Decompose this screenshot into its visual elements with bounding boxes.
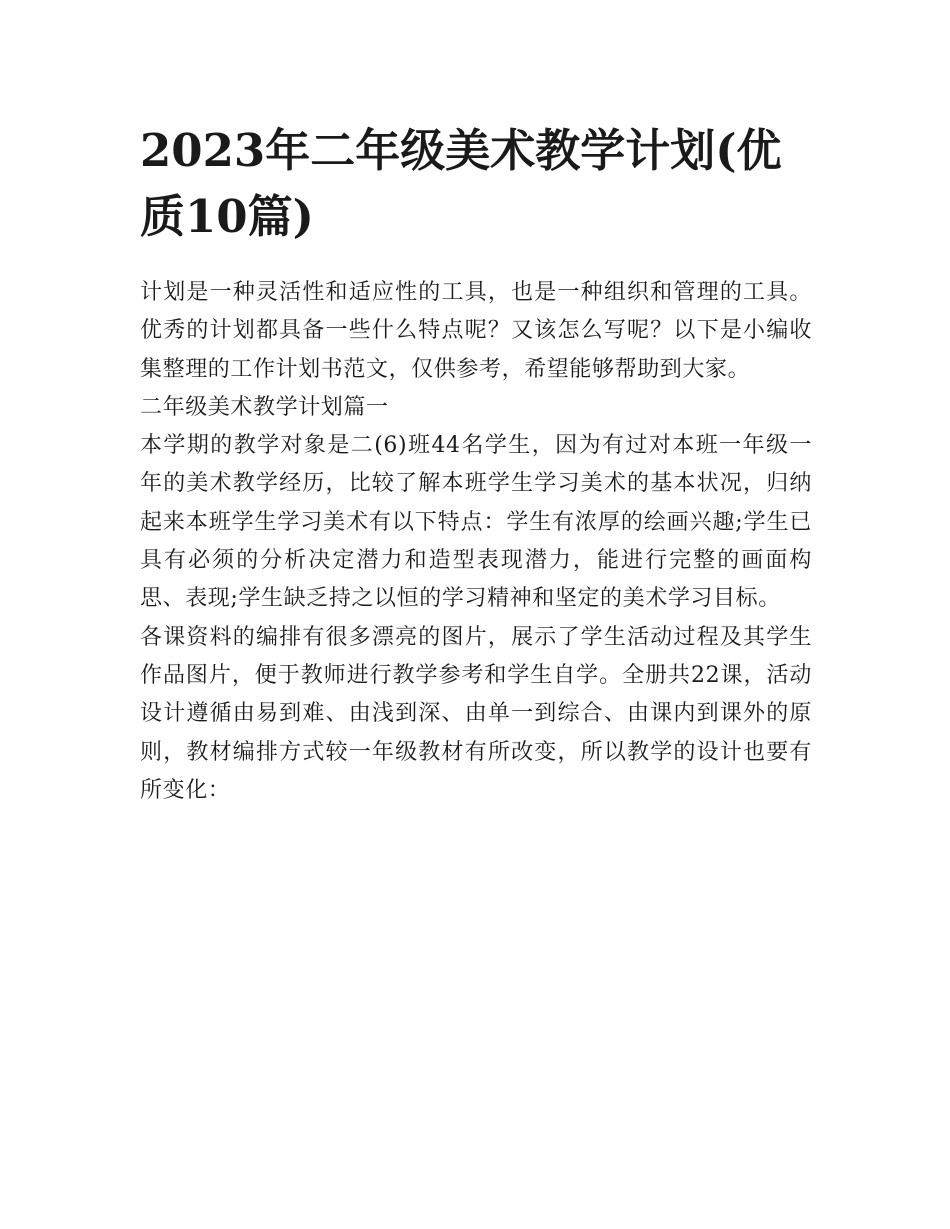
document-title: 2023年二年级美术教学计划(优质10篇) [140,124,782,243]
section-heading: 二年级美术教学计划篇一 [140,394,389,420]
body-paragraph: 本学期的教学对象是二(6)班44名学生，因为有过对本班一年级一年的美术教学经历，比较了解本班学生学习美术的基本状况，归纳起来本班学生学习美术有以下特点：学生有浓厚的绘画兴趣;学生已具有必须的分析决定潜力和造型表现潜力，能进行完整的画面构思、表现;学生缺乏持之以恒的学习精神和坚定的美术学习目标。 [140,433,812,612]
intro-paragraph: 计划是一种灵活性和适应性的工具，也是一种组织和管理的工具。优秀的计划都具备一些什么特点呢？又该怎么写呢？以下是小编收集整理的工作计划书范文，仅供参考，希望能够帮助到大家。 [140,280,812,382]
body-paragraph: 各课资料的编排有很多漂亮的图片，展示了学生活动过程及其学生作品图片，便于教师进行教学参考和学生自学。全册共22课，活动设计遵循由易到难、由浅到深、由单一到综合、由课内到课外的原则，教材编排方式较一年级教材有所改变，所以教学的设计也要有所变化： [140,624,812,803]
document-page [140,118,812,810]
